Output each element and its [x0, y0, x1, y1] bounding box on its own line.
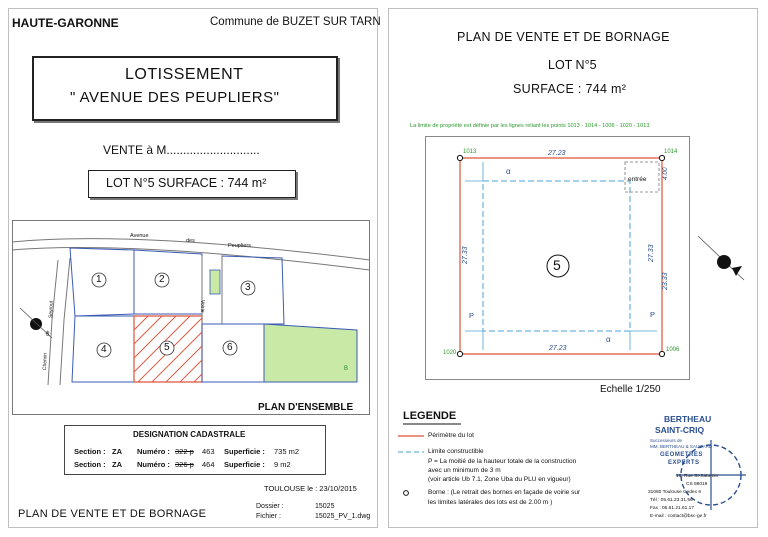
company-addr-3: 31080 Toulouse Cedex 6 — [648, 490, 701, 495]
north-arrow-icon — [698, 236, 744, 282]
legende-underline — [403, 423, 463, 427]
legende-title: LEGENDE — [403, 410, 457, 422]
alpha-bottom: α — [606, 335, 611, 344]
dossier-label: Dossier : — [256, 503, 284, 510]
lot-number-5: 5 — [553, 257, 561, 273]
toulouse-date: TOULOUSE le : 23/10/2015 — [264, 484, 357, 493]
road-label-avenue: Avenue — [130, 233, 149, 239]
desig-sup-2: 9 m2 — [274, 460, 291, 469]
right-lot: LOT N°5 — [548, 58, 597, 72]
desig-numero-label-1: Numéro : — [137, 447, 170, 456]
company-addr-1: 16, Rue St-Saturnin — [676, 474, 719, 479]
dim-bottom: 27.23 — [549, 345, 567, 352]
company-succ-1: Successeurs de — [650, 438, 683, 443]
company-tel: Tél : 05.61.23.31.56 — [650, 498, 693, 503]
p-marker-right: P — [650, 310, 656, 319]
company-addr-2: CS 98019 — [686, 482, 708, 487]
legende-borne-line1: Borne : (Le retrait des bornes en façade de voirie sur — [428, 489, 581, 496]
title-line1: LOTISSEMENT — [125, 66, 244, 83]
legende-limite: Limite constructible — [428, 448, 484, 455]
desig-section-label-2: Section : — [74, 460, 106, 469]
fichier-value: 15025_PV_1.dwg — [315, 513, 371, 520]
point-1020: 1020 — [443, 350, 457, 356]
desig-new-2: 464 — [202, 460, 215, 469]
right-note: La limite de propriété est définie par les lignes reliant les points 1013 - 1014 - 1006 - 1020 - 1013 — [410, 123, 650, 129]
lot-5-label: 5 — [164, 342, 170, 353]
left-footer-title: PLAN DE VENTE ET DE BORNAGE — [18, 508, 207, 520]
company-geometres: GEOMETRES — [660, 452, 703, 458]
road-label-des: des — [186, 238, 195, 244]
point-1014: 1014 — [664, 149, 678, 155]
header-left: HAUTE-GARONNE — [12, 16, 119, 30]
dim-door: 4.00 — [662, 167, 669, 180]
desig-section-1: ZA — [112, 447, 122, 456]
legende-borne-icon — [402, 489, 410, 497]
desig-section-label-1: Section : — [74, 447, 106, 456]
right-surface: SURFACE : 744 m² — [513, 82, 627, 96]
dim-top: 27.23 — [548, 150, 566, 157]
legende-perimetre: Périmètre du lot — [428, 432, 474, 439]
desig-old-2: 326 p — [175, 460, 194, 469]
legende-limit-swatch — [398, 451, 426, 455]
vente-label: VENTE à M............................ — [103, 143, 260, 157]
lot-6-label: 6 — [227, 342, 233, 353]
company-experts: EXPERTS — [668, 460, 700, 466]
lot-3-label: 3 — [245, 282, 251, 293]
lot-4-label: 4 — [101, 344, 107, 355]
road-left-1: Chemin — [42, 352, 49, 371]
legende-p-line1: P = La moitié de la hauteur totale de la construction — [428, 458, 577, 465]
legende-p-line2: avec un minimum de 3 m — [428, 467, 501, 474]
road-left-3: Seyrout — [48, 300, 55, 319]
dim-right-2: 23.33 — [662, 272, 669, 290]
dossier-value: 15025 — [315, 503, 335, 510]
point-1013: 1013 — [463, 149, 477, 155]
legende-perimeter-swatch — [398, 435, 426, 439]
company-fax: Fax : 05.61.21.61.17 — [650, 506, 695, 511]
voirie-label: Voirie — [199, 300, 205, 313]
desig-sup-1: 735 m2 — [274, 447, 300, 456]
road-left-2: de — [45, 330, 52, 337]
p-marker-left: P — [469, 311, 475, 320]
desig-numero-label-2: Numéro : — [137, 460, 170, 469]
right-title: PLAN DE VENTE ET DE BORNAGE — [457, 30, 670, 44]
desig-sup-label-2: Superficie : — [224, 460, 265, 469]
company-succ-2: MM. BERTHEAU & SAUGARD — [650, 444, 713, 449]
company-name-1: BERTHEAU — [664, 414, 712, 424]
dim-right-1: 27.33 — [648, 244, 655, 262]
lot-1-label: 1 — [96, 274, 102, 285]
desig-old-1: 322 p — [175, 447, 194, 456]
header-right: Commune de BUZET SUR TARN — [210, 16, 381, 28]
lot-2-label: 2 — [159, 274, 165, 285]
plan-ensemble-drawing — [12, 220, 370, 415]
echelle-label: Echelle 1/250 — [600, 384, 661, 395]
point-1006: 1006 — [666, 347, 680, 353]
plan-ensemble-label: PLAN D'ENSEMBLE — [258, 402, 354, 413]
lot-box-text: LOT N°5 SURFACE : 744 m² — [106, 176, 267, 190]
company-email: E-mail : contact@bsc-ge.fr — [650, 514, 707, 519]
designation-title: DESIGNATION CADASTRALE — [133, 430, 246, 439]
legende-borne-line2: les limites latérales des lots est de 2.00 m ) — [428, 499, 553, 506]
company-name-2: SAINT-CRIQ — [655, 425, 705, 435]
entree-label: entrée — [628, 176, 647, 183]
desig-new-1: 463 — [202, 447, 215, 456]
lot-b-label: B — [344, 366, 349, 372]
title-line2: " AVENUE DES PEUPLIERS" — [70, 89, 280, 106]
road-label-peupliers: Peupliers — [228, 243, 251, 249]
legende-p-line3: (voir article Ub 7.1, Zone Uba du PLU en vigueur) — [428, 476, 571, 483]
alpha-top: α — [506, 167, 511, 176]
dim-left: 27.33 — [462, 246, 469, 264]
desig-sup-label-1: Superficie : — [224, 447, 265, 456]
desig-section-2: ZA — [112, 460, 122, 469]
fichier-label: Fichier : — [256, 513, 281, 520]
